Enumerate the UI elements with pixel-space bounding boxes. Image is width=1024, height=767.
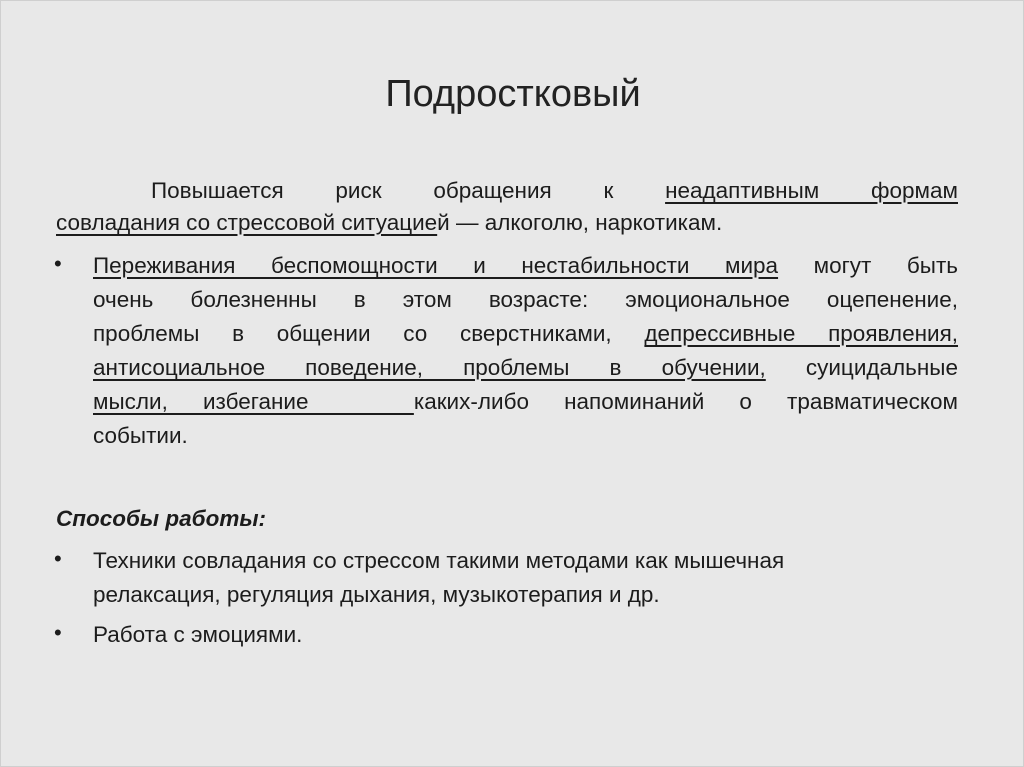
slide-title: Подростковый <box>385 73 641 115</box>
underlined-text: антисоциальное поведение, проблемы в обучении, <box>93 355 766 380</box>
underlined-text: депрессивные проявления, <box>644 321 959 346</box>
bullet-icon: • <box>54 251 62 276</box>
text: каких-либо напоминаний о травматическом <box>413 389 958 414</box>
bullet-line: очень болезненны в этом возрасте: эмоциональное оцепенение, <box>93 287 958 312</box>
bullet-line: Техники совладания со стрессом такими методами как мышечная <box>93 548 785 573</box>
underlined-text: совладания со стрессовой ситуацие <box>56 210 438 235</box>
underlined-text: Переживания беспомощности и нестабильности мира <box>93 253 779 278</box>
text: Повышается риск обращения к <box>151 178 666 203</box>
bullet-line: Работа с эмоциями. <box>93 622 303 647</box>
bullet-line <box>93 251 958 281</box>
text: суицидальные <box>765 355 958 380</box>
paragraph-line <box>56 208 722 238</box>
bullet-icon: • <box>54 620 62 645</box>
bullet-line: релаксация, регуляция дыхания, музыкотерапия и др. <box>93 582 660 607</box>
methods-heading: Способы работы: <box>56 506 267 531</box>
text: й — алкоголю, наркотикам. <box>437 210 723 235</box>
underlined-text: мысли, избегание <box>93 389 414 414</box>
bullet-line <box>93 387 958 417</box>
bullet-line <box>93 353 958 383</box>
text: могут быть <box>778 253 958 278</box>
bullet-line <box>93 319 958 349</box>
underlined-text: неадаптивным формам <box>665 178 958 203</box>
text: проблемы в общении со сверстниками, <box>93 321 645 346</box>
paragraph-line <box>56 176 958 206</box>
bullet-icon: • <box>54 546 62 571</box>
bullet-line: событии. <box>93 423 188 448</box>
